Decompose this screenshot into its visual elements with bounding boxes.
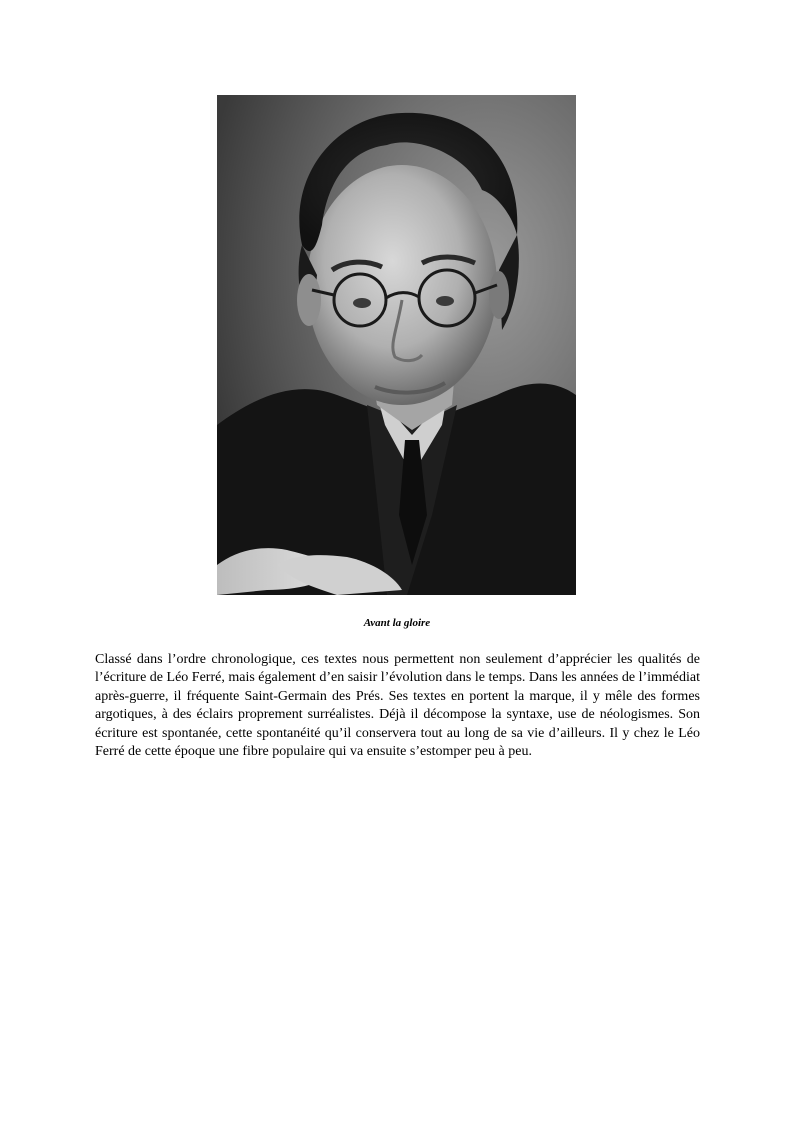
- photo-caption: Avant la gloire: [363, 617, 431, 629]
- portrait-photo-icon: [217, 95, 576, 595]
- body-paragraph: Classé dans l’ordre chronologique, ces textes nous permettent non seulement d’apprécier les qualités de l’écriture de Léo Ferré, mais également d’en saisir l’évolution dans le temps. Dans les années de l’immédiat après-guerre, il fréquente Saint-Germain des Prés. Ses textes en portent la marque, il y mêle des formes argotiques, à des éclairs proprement surréalistes. Déjà il décompose la syntaxe, use de néologismes. Son écriture est spontanée, cette spontanéité qu’il conservera tout au long de sa vie d’ailleurs. Il y chez le Léo Ferré de cette époque une fibre populaire qui va ensuite s’estomper peu à peu.: [95, 652, 700, 760]
- portrait-photo: [217, 95, 576, 595]
